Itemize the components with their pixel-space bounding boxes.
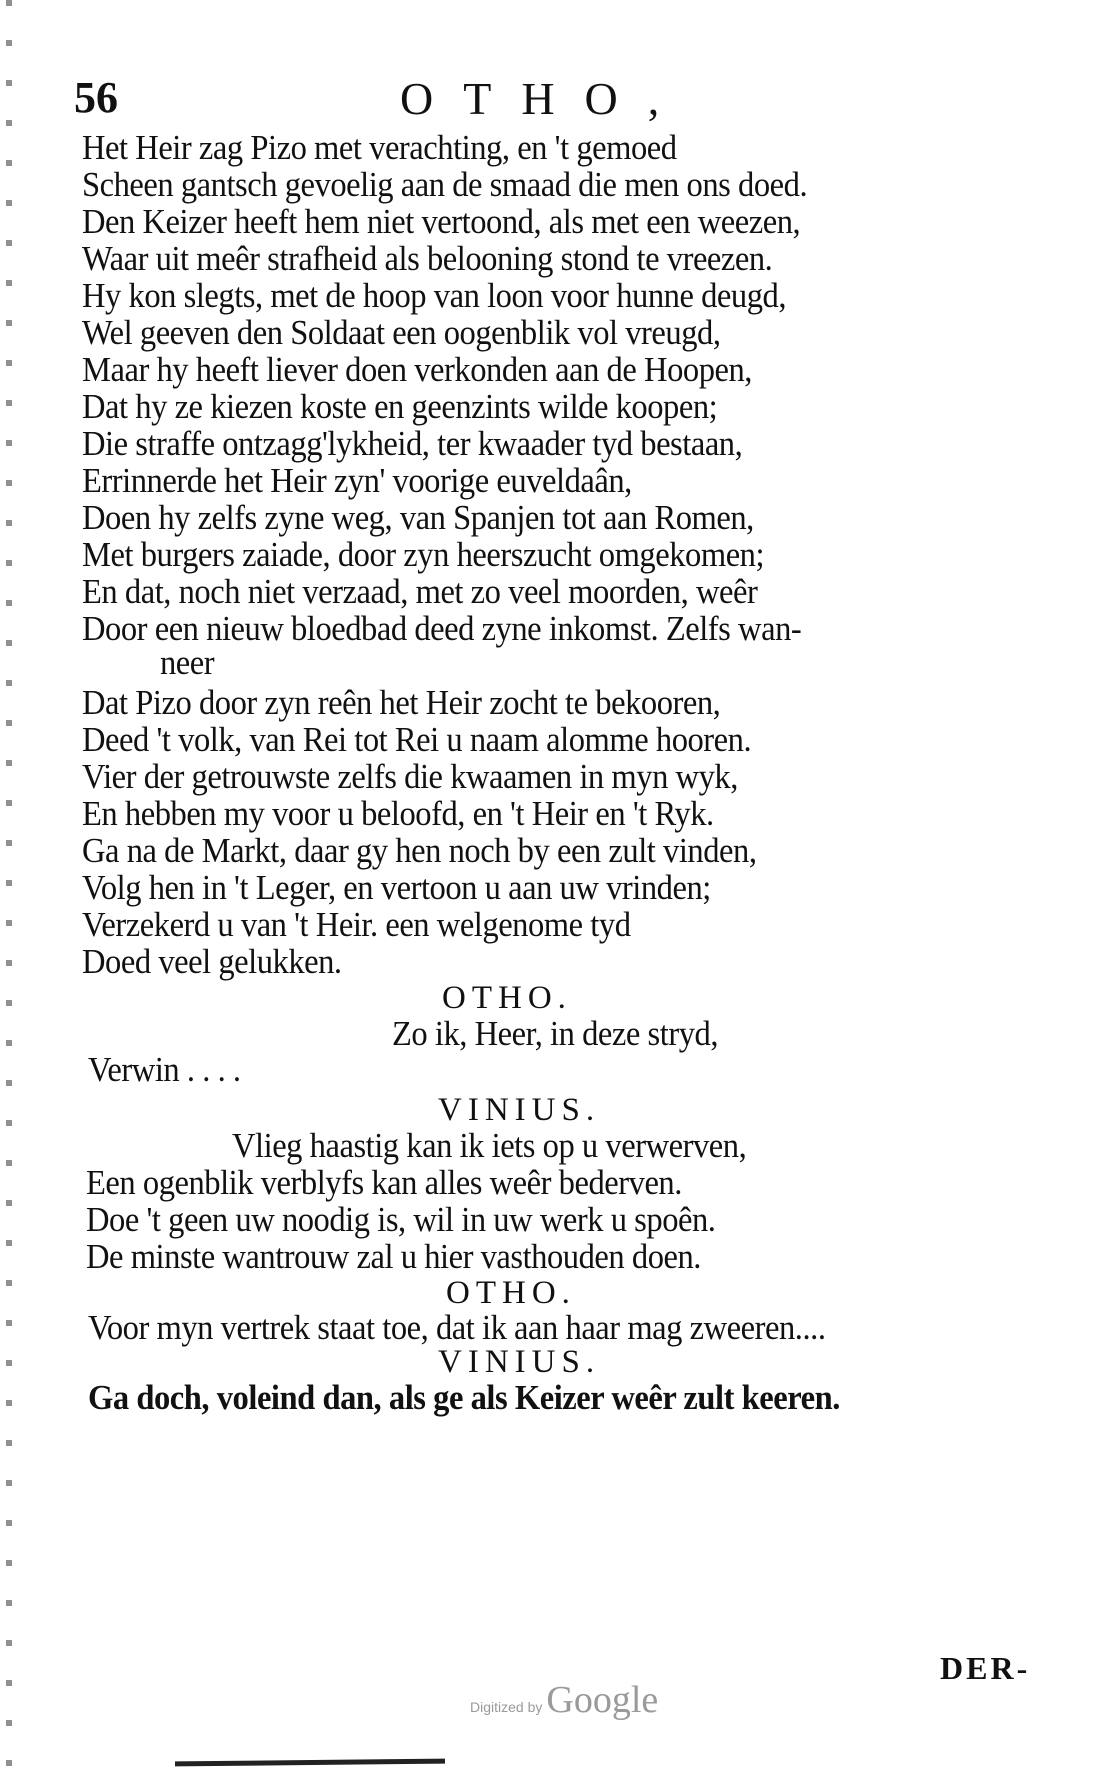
dialogue-line: Zo ik, Heer, in deze stryd,	[392, 1014, 718, 1053]
verse-line: Die straffe ontzagg'lykheid, ter kwaader tyd bestaan,	[82, 424, 743, 463]
page-bottom-edge	[175, 1759, 445, 1767]
watermark-prefix: Digitized by	[470, 1699, 543, 1715]
dialogue-line: Vlieg haastig kan ik iets op u verwerven,	[232, 1126, 747, 1165]
verse-line: Deed 't volk, van Rei tot Rei u naam alomme hooren.	[82, 720, 752, 759]
running-head: OTHO,	[400, 73, 690, 124]
dialogue-line: De minste wantrouw zal u hier vasthouden doen.	[86, 1237, 701, 1276]
verse-line: Scheen gantsch gevoelig aan de smaad die men ons doed.	[82, 165, 808, 204]
dialogue-line: Voor myn vertrek staat toe, dat ik aan haar mag zweeren....	[88, 1308, 826, 1347]
speaker-name-otho: OTHO.	[446, 1275, 576, 1311]
dialogue-line: Een ogenblik verblyfs kan alles weêr bederven.	[86, 1163, 682, 1202]
speaker-name-vinius: VINIUS.	[438, 1344, 601, 1380]
catchword: DER-	[940, 1650, 1031, 1686]
verse-line: En hebben my voor u beloofd, en 't Heir en 't Ryk.	[82, 794, 714, 833]
verse-line: Dat hy ze kiezen koste en geenzints wilde koopen;	[82, 387, 718, 426]
verse-line: Vier der getrouwste zelfs die kwaamen in myn wyk,	[82, 757, 738, 796]
verse-line: Maar hy heeft liever doen verkonden aan de Hoopen,	[82, 350, 752, 389]
verse-line: Met burgers zaiade, door zyn heerszucht omgekomen;	[82, 535, 765, 574]
verse-line: Verzekerd u van 't Heir. een welgenome tyd	[82, 905, 631, 944]
google-logo-text: Google	[546, 1679, 659, 1721]
digitization-watermark	[470, 1678, 658, 1722]
verse-line: Doed veel gelukken.	[82, 942, 342, 981]
speaker-name-vinius: VINIUS.	[438, 1092, 601, 1128]
dialogue-continuation: Verwin . . . .	[88, 1050, 241, 1089]
dialogue-line: Doe 't geen uw noodig is, wil in uw werk u spoên.	[86, 1200, 716, 1239]
scanned-page-edge	[6, 0, 12, 1771]
verse-line: Door een nieuw bloedbad deed zyne inkomst. Zelfs wan-	[82, 609, 802, 648]
verse-line: Hy kon slegts, met de hoop van loon voor hunne deugd,	[82, 276, 787, 315]
verse-line: Doen hy zelfs zyne weg, van Spanjen tot aan Romen,	[82, 498, 754, 537]
verse-line: Dat Pizo door zyn reên het Heir zocht te bekooren,	[82, 683, 721, 722]
page-number: 56	[74, 73, 118, 122]
verse-line: Ga na de Markt, daar gy hen noch by een zult vinden,	[82, 831, 757, 870]
verse-line: Errinnerde het Heir zyn' voorige euveldaân,	[82, 461, 632, 500]
verse-line: Volg hen in 't Leger, en vertoon u aan uw vrinden;	[82, 868, 711, 907]
verse-line: En dat, noch niet verzaad, met zo veel moorden, weêr	[82, 572, 758, 611]
verse-line: Het Heir zag Pizo met verachting, en 't gemoed	[82, 128, 677, 167]
speaker-name-otho: OTHO.	[442, 980, 572, 1016]
verse-line-turnover: neer	[160, 643, 215, 682]
verse-line: Waar uit meêr strafheid als belooning stond te vreezen.	[82, 239, 773, 278]
verse-line: Wel geeven den Soldaat een oogenblik vol vreugd,	[82, 313, 721, 352]
dialogue-line: Ga doch, voleind dan, als ge als Keizer weêr zult keeren.	[88, 1378, 840, 1417]
verse-line: Den Keizer heeft hem niet vertoond, als met een weezen,	[82, 202, 801, 241]
